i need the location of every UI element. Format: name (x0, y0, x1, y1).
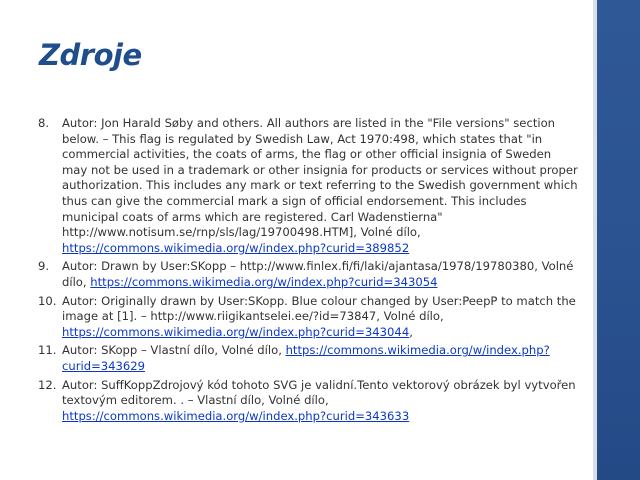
reference-link[interactable]: https://commons.wikimedia.org/w/index.php?curid=343054 (90, 274, 438, 289)
reference-list (38, 116, 578, 427)
reference-text: Autor: Originally drawn by User:SKopp. Blue colour changed by User:PeepP to match the image at [1]. – http://www.riigikantselei.ee/?id=73847, Volné dílo, (62, 293, 576, 324)
reference-text: Autor: Drawn by User:SKopp – http://www.finlex.fi/fi/laki/ajantasa/1978/19780380, Volné dílo, (62, 259, 574, 289)
reference-number: 10. (38, 293, 57, 308)
reference-number: 12. (38, 377, 57, 392)
reference-suffix: , (409, 324, 413, 339)
reference-link[interactable]: https://commons.wikimedia.org/w/index.php?curid=343044 (62, 324, 410, 339)
reference-text: Autor: SuffKoppZdrojový kód tohoto SVG je validní.Tento vektorový obrázek byl vytvořen textovým editorem. . – Vlastní dílo, Volné dílo, (62, 377, 576, 408)
reference-item (38, 116, 578, 256)
reference-number: 9. (38, 259, 50, 274)
side-accent-bar (597, 0, 640, 480)
reference-number: 11. (38, 343, 57, 358)
reference-text: Autor: SKopp – Vlastní dílo, Volné dílo, (62, 343, 282, 358)
reference-item (38, 378, 578, 425)
reference-item (38, 259, 578, 290)
reference-text: Autor: Jon Harald Søby and others. All authors are listed in the "File versions" section below. – This flag is regulated by Swedish Law, Act 1970:498, which states that "in commercial activities, the coats of arms, the flag or other official insignia of Sweden may not be used in a trademark or other insignia for products or services without proper authorization. This includes any mark or text referring to the Swedish government which thus can give the commercial mark a sign of official endorsement. This includes municipal coats of arms which are registered. Carl Wadenstierna" http://www.notisum.se/rnp/sls/lag/19700498.HTM], Volné dílo, (62, 116, 578, 240)
reference-item (38, 294, 578, 341)
reference-link[interactable]: https://commons.wikimedia.org/w/index.php?curid=343629 (62, 343, 550, 373)
reference-number: 8. (38, 116, 50, 130)
slide-title: Zdroje (39, 38, 142, 72)
reference-item (38, 343, 578, 374)
reference-link[interactable]: https://commons.wikimedia.org/w/index.php?curid=389852 (62, 240, 410, 255)
reference-link[interactable]: https://commons.wikimedia.org/w/index.php?curid=343633 (62, 408, 410, 423)
